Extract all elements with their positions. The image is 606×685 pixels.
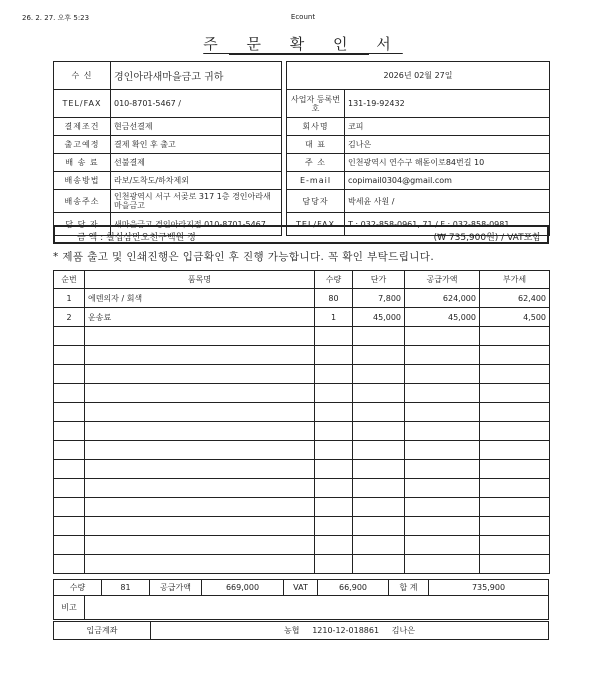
item-price-cell: 45,000 [353, 308, 405, 327]
empty-cell [315, 517, 353, 536]
empty-cell [353, 346, 405, 365]
empty-cell [405, 384, 480, 403]
empty-cell [54, 498, 85, 517]
payment-label: 결제조건 [54, 118, 111, 136]
empty-cell [480, 517, 550, 536]
memo-table [53, 595, 549, 620]
method-value: 라보/도착도/하차제외 [111, 172, 282, 190]
contact-value: 새마을금고 경인아라지점 010-8701-5467 [111, 213, 282, 236]
ship-label: 출고예정 [54, 136, 111, 154]
empty-cell [353, 422, 405, 441]
empty-cell [54, 460, 85, 479]
empty-row [54, 441, 550, 460]
title-underline [229, 54, 369, 55]
item-vat-cell: 62,400 [480, 289, 550, 308]
items-header-cell: 부가세 [480, 271, 550, 289]
amount-label: 금 액 : 칠십삼만오천구백원 정 [77, 233, 196, 243]
empty-cell [480, 346, 550, 365]
empty-cell [315, 403, 353, 422]
empty-cell [480, 327, 550, 346]
empty-row [54, 479, 550, 498]
items-table [53, 270, 550, 574]
empty-cell [315, 536, 353, 555]
empty-cell [405, 327, 480, 346]
addr-value: 인천광역시 서구 서곶로 317 1층 경인아라새마을금고 [111, 190, 282, 213]
empty-row [54, 498, 550, 517]
empty-cell [480, 498, 550, 517]
items-header-cell: 공급가액 [405, 271, 480, 289]
ceo-label: 대 표 [287, 136, 345, 154]
empty-cell [405, 403, 480, 422]
items-header-cell: 수량 [315, 271, 353, 289]
item-price-cell: 7,800 [353, 289, 405, 308]
empty-cell [315, 384, 353, 403]
item-name-cell: 운송료 [85, 308, 315, 327]
empty-cell [405, 460, 480, 479]
empty-cell [54, 536, 85, 555]
total-qty-label: 수량 [54, 580, 102, 596]
empty-cell [353, 479, 405, 498]
bank-label: 입금계좌 [54, 622, 151, 640]
empty-cell [480, 403, 550, 422]
method-label: 배송방법 [54, 172, 111, 190]
total-qty: 81 [102, 580, 150, 596]
grand-total-label: 합 계 [389, 580, 429, 596]
item-supply-cell: 624,000 [405, 289, 480, 308]
total-supply: 669,000 [202, 580, 284, 596]
amount-value: (₩ 735,900원) / VAT포함 [433, 233, 541, 243]
to-label: 수 신 [54, 62, 111, 90]
recipient-info-table [53, 61, 282, 236]
email-label: E-mail [287, 172, 345, 190]
empty-cell [405, 346, 480, 365]
empty-cell [353, 365, 405, 384]
empty-cell [85, 422, 315, 441]
item-no-cell: 1 [54, 289, 85, 308]
tel-value: 010-8701-5467 / [111, 90, 282, 118]
empty-cell [480, 384, 550, 403]
items-header-cell: 단가 [353, 271, 405, 289]
empty-cell [54, 403, 85, 422]
grand-total: 735,900 [429, 580, 549, 596]
table-row [54, 289, 550, 308]
empty-row [54, 384, 550, 403]
item-name-cell: 에덴의자 / 회색 [85, 289, 315, 308]
empty-cell [315, 479, 353, 498]
item-supply-cell: 45,000 [405, 308, 480, 327]
empty-row [54, 536, 550, 555]
empty-cell [54, 384, 85, 403]
ship-value: 결제 확인 후 출고 [111, 136, 282, 154]
supplier-tel-value: T : 032-858-0961, 71 / F : 032-858-0981 [345, 213, 550, 236]
empty-cell [85, 346, 315, 365]
empty-cell [315, 498, 353, 517]
empty-cell [353, 555, 405, 574]
manager-value: 박세윤 사원 / [345, 190, 550, 213]
empty-cell [315, 346, 353, 365]
empty-cell [85, 403, 315, 422]
empty-cell [85, 498, 315, 517]
document-title: 주 문 확 인 서 [203, 35, 403, 53]
empty-cell [85, 536, 315, 555]
ceo-value: 김나은 [345, 136, 550, 154]
empty-cell [480, 536, 550, 555]
empty-cell [480, 555, 550, 574]
supplier-tel-label: TEL/FAX [287, 213, 345, 236]
empty-cell [405, 555, 480, 574]
empty-cell [480, 441, 550, 460]
empty-cell [54, 422, 85, 441]
contact-label: 담 당 자 [54, 213, 111, 236]
empty-row [54, 422, 550, 441]
addr-label: 배송주소 [54, 190, 111, 213]
empty-cell [353, 536, 405, 555]
table-row [54, 308, 550, 327]
empty-cell [353, 441, 405, 460]
item-qty-cell: 1 [315, 308, 353, 327]
empty-cell [54, 327, 85, 346]
empty-row [54, 460, 550, 479]
print-datetime: 26. 2. 27. 오후 5:23 [22, 14, 90, 22]
empty-cell [405, 498, 480, 517]
supplier-info-table [286, 61, 550, 236]
email-value: copimail0304@gmail.com [345, 172, 550, 190]
empty-cell [405, 441, 480, 460]
empty-cell [480, 422, 550, 441]
company-label: 회사명 [287, 118, 345, 136]
empty-cell [85, 384, 315, 403]
tel-label: TEL/FAX [54, 90, 111, 118]
total-vat-label: VAT [284, 580, 318, 596]
totals-table [53, 579, 549, 596]
memo-value [85, 596, 549, 620]
empty-cell [54, 479, 85, 498]
print-app-name: Ecount [290, 13, 316, 21]
empty-cell [315, 441, 353, 460]
empty-cell [353, 327, 405, 346]
items-header-cell: 품목명 [85, 271, 315, 289]
empty-cell [315, 555, 353, 574]
item-no-cell: 2 [54, 308, 85, 327]
empty-row [54, 346, 550, 365]
empty-row [54, 327, 550, 346]
to-value: 경인아라새마을금고 귀하 [111, 62, 282, 90]
memo-label: 비고 [54, 596, 85, 620]
empty-cell [85, 479, 315, 498]
empty-cell [85, 460, 315, 479]
empty-cell [353, 460, 405, 479]
amount-box [53, 225, 549, 244]
empty-cell [85, 441, 315, 460]
empty-cell [480, 460, 550, 479]
empty-cell [405, 479, 480, 498]
empty-cell [315, 327, 353, 346]
empty-cell [85, 517, 315, 536]
order-date: 2026년 02월 27일 [287, 62, 550, 90]
item-vat-cell: 4,500 [480, 308, 550, 327]
bank-account: 농협 1210-12-018861 김나은 [151, 622, 549, 640]
empty-row [54, 365, 550, 384]
notice-text: * 제품 출고 및 인쇄진행은 입금확인 후 진행 가능합니다. 꼭 확인 부탁드립니다. [53, 251, 435, 263]
empty-cell [54, 441, 85, 460]
empty-cell [353, 498, 405, 517]
empty-cell [54, 365, 85, 384]
empty-cell [480, 365, 550, 384]
empty-cell [85, 327, 315, 346]
empty-cell [405, 365, 480, 384]
empty-cell [405, 536, 480, 555]
empty-cell [480, 479, 550, 498]
empty-cell [353, 384, 405, 403]
empty-row [54, 517, 550, 536]
total-supply-label: 공급가액 [150, 580, 202, 596]
empty-cell [353, 517, 405, 536]
payment-value: 현금선결제 [111, 118, 282, 136]
total-vat: 66,900 [318, 580, 389, 596]
supplier-addr-value: 인천광역시 연수구 해돋이로84번길 10 [345, 154, 550, 172]
company-value: 코피 [345, 118, 550, 136]
regno-label: 사업자 등록번호 [287, 90, 345, 118]
manager-label: 담당자 [287, 190, 345, 213]
bank-table [53, 621, 549, 640]
empty-cell [353, 403, 405, 422]
empty-cell [405, 517, 480, 536]
fee-value: 선불결제 [111, 154, 282, 172]
empty-cell [85, 555, 315, 574]
empty-cell [315, 365, 353, 384]
empty-row [54, 555, 550, 574]
supplier-addr-label: 주 소 [287, 154, 345, 172]
empty-cell [405, 422, 480, 441]
fee-label: 배 송 료 [54, 154, 111, 172]
empty-cell [85, 365, 315, 384]
empty-cell [54, 555, 85, 574]
empty-cell [54, 517, 85, 536]
empty-cell [54, 346, 85, 365]
empty-cell [315, 422, 353, 441]
empty-cell [315, 460, 353, 479]
items-header-cell: 순번 [54, 271, 85, 289]
item-qty-cell: 80 [315, 289, 353, 308]
empty-row [54, 403, 550, 422]
regno-value: 131-19-92432 [345, 90, 550, 118]
